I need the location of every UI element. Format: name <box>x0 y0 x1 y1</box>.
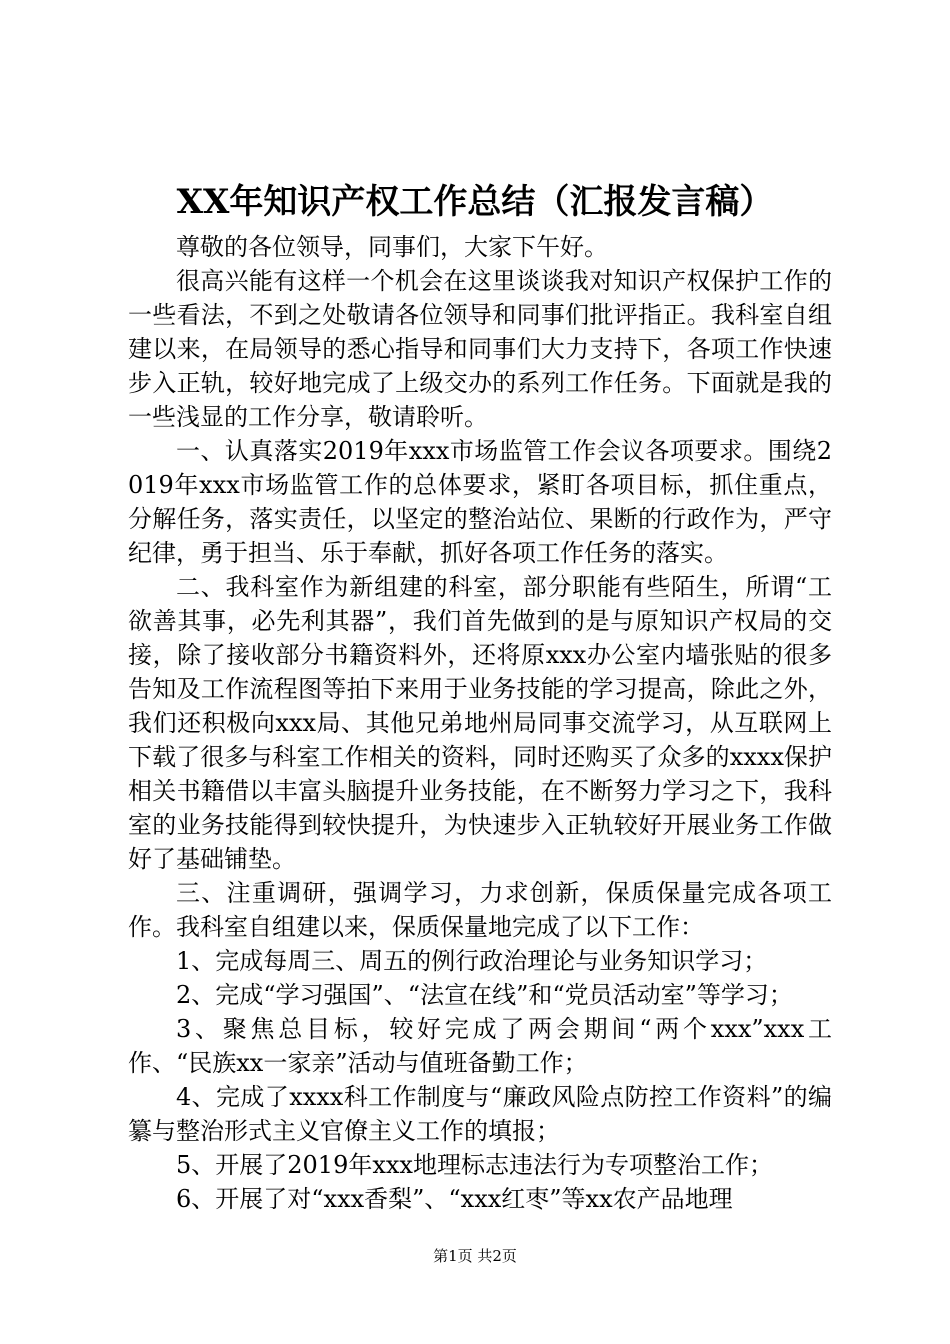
paragraph-section-one: 一、认真落实2019年xxx市场监管工作会议各项要求。围绕2019年xxx市场监管工作的总体要求，紧盯各项目标，抓住重点，分解任务，落实责任，以坚定的整治站位、果断的行政作为，严守纪律，勇于担当、乐于奉献，抓好各项工作任务的落实。 <box>128 437 832 567</box>
paragraph-section-two: 二、我科室作为新组建的科室，部分职能有些陌生，所谓“工欲善其事，必先利其器”，我们首先做到的是与原知识产权局的交接，除了接收部分书籍资料外，还将原xxx办公室内墙张贴的很多告知及工作流程图等拍下来用于业务技能的学习提高，除此之外，我们还积极向xxx局、其他兄弟地州局同事交流学习，从互联网上下载了很多与科室工作相关的资料，同时还购买了众多的xxxx保护相关书籍借以丰富头脑提升业务技能，在不断努力学习之下，我科室的业务技能得到较快提升，为快速步入正轨较好开展业务工作做好了基础铺垫。 <box>128 573 832 873</box>
list-item-5: 5、开展了2019年xxx地理标志违法行为专项整治工作； <box>176 1151 773 1179</box>
paragraph-greeting: 尊敬的各位领导，同事们，大家下午好。 <box>176 233 608 261</box>
page-footer: 第1页 共2页 <box>433 1247 517 1265</box>
list-item-4: 4、完成了xxxx科工作制度与“廉政风险点防控工作资料”的编纂与整治形式主义官僚主义工作的填报； <box>128 1083 832 1145</box>
list-item-6: 6、开展了对“xxx香梨”、“xxx红枣”等xx农产品地理 <box>176 1185 733 1213</box>
list-item-3: 3、聚焦总目标，较好完成了两会期间“两个xxx”xxx工作、“民族xx一家亲”活动与值班备勤工作； <box>128 1015 832 1077</box>
document-body <box>128 230 832 1216</box>
list-item-2: 2、完成“学习强国”、“法宣在线”和“党员活动室”等学习； <box>176 981 793 1009</box>
paragraph-section-three: 三、注重调研，强调学习，力求创新，保质保量完成各项工作。我科室自组建以来，保质保量地完成了以下工作： <box>128 879 832 941</box>
document-title: XX年知识产权工作总结（汇报发言稿） <box>176 182 774 222</box>
list-item-1: 1、完成每周三、周五的例行政治理论与业务知识学习； <box>176 947 768 975</box>
paragraph-intro: 很高兴能有这样一个机会在这里谈谈我对知识产权保护工作的一些看法，不到之处敬请各位领导和同事们批评指正。我科室自组建以来，在局领导的悉心指导和同事们大力支持下，各项工作快速步入正轨，较好地完成了上级交办的系列工作任务。下面就是我的一些浅显的工作分享，敬请聆听。 <box>128 267 832 431</box>
